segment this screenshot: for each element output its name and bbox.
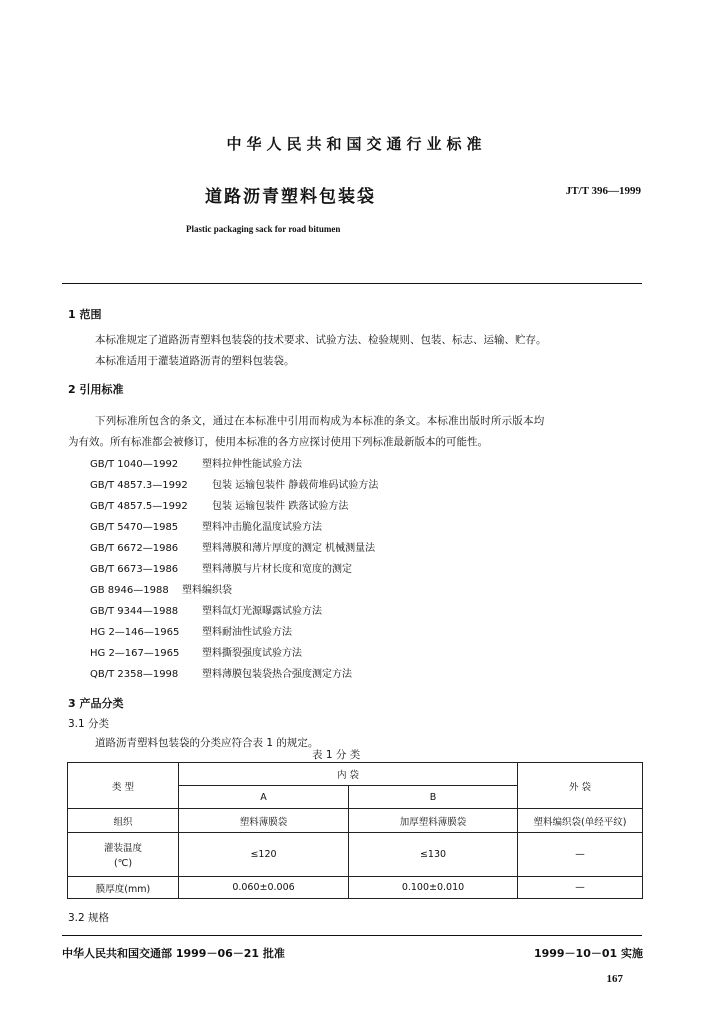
page-number: 167 (606, 973, 623, 985)
reference-code: GB/T 9344—1988 (90, 606, 179, 617)
reference-name: 包装 运输包装件 静载荷堆码试验方法 (212, 480, 379, 491)
section-1-heading: 1 范围 (68, 308, 102, 321)
cell-temperature-b: ≤130 (349, 833, 518, 877)
cell-thickness-outer: — (518, 877, 643, 899)
reference-code: GB 8946—1988 (90, 585, 169, 596)
reference-name: 塑料薄膜和薄片厚度的测定 机械测量法 (202, 543, 376, 554)
standard-title: 道路沥青塑料包装袋 (205, 187, 376, 207)
footer-divider (62, 935, 642, 936)
row-temperature-label (68, 833, 179, 877)
cell-thickness-b: 0.100±0.010 (349, 877, 518, 899)
reference-name: 塑料薄膜与片材长度和宽度的测定 (202, 564, 352, 575)
header-a: A (179, 786, 349, 809)
section-3-1-heading: 3.1 分类 (68, 718, 110, 730)
cell-temperature-outer: — (518, 833, 643, 877)
reference-code: QB/T 2358—1998 (90, 669, 179, 680)
reference-item (90, 623, 292, 638)
issuing-organization: 中华人民共和国交通行业标准 (226, 135, 487, 153)
section-2-intro-line-2: 为有效。所有标准都会被修订，使用本标准的各方应探讨使用下列标准最新版本的可能性。 (68, 436, 488, 448)
reference-name: 塑料拉伸性能试验方法 (202, 459, 302, 470)
section-3-1-text: 道路沥青塑料包装袋的分类应符合表 1 的规定。 (95, 737, 319, 749)
reference-item (90, 602, 322, 617)
reference-code: GB/T 5470—1985 (90, 522, 179, 533)
reference-code: GB/T 1040—1992 (90, 459, 179, 470)
reference-item (90, 539, 375, 554)
header-type: 类 型 (68, 763, 179, 809)
reference-code: GB/T 4857.3—1992 (90, 480, 188, 491)
reference-item (90, 497, 348, 512)
reference-item (90, 560, 352, 575)
row-temperature-label-line-2: (℃) (113, 858, 133, 869)
reference-item (90, 455, 302, 470)
row-thickness-label: 膜厚度(mm) (68, 877, 179, 899)
reference-item (90, 581, 232, 596)
reference-name: 塑料耐油性试验方法 (202, 627, 292, 638)
reference-code: HG 2—167—1965 (90, 648, 180, 659)
approval-line: 中华人民共和国交通部 1999－06－21 批准 (62, 947, 285, 960)
header-outer-bag: 外 袋 (518, 763, 643, 809)
implementation-date: 1999－10－01 实施 (533, 947, 643, 960)
header-b: B (349, 786, 518, 809)
reference-item (90, 518, 322, 533)
reference-code: GB/T 6672—1986 (90, 543, 179, 554)
row-composition-label: 组织 (68, 809, 179, 833)
reference-item (90, 665, 352, 680)
cell-thickness-a: 0.060±0.006 (179, 877, 349, 899)
reference-name: 塑料撕裂强度试验方法 (202, 648, 302, 659)
reference-name: 塑料编织袋 (182, 585, 232, 596)
english-title: Plastic packaging sack for road bitumen (186, 224, 341, 234)
cell-composition-outer: 塑料编织袋(单经平纹) (518, 809, 643, 833)
reference-name: 塑料氙灯光源曝露试验方法 (202, 606, 322, 617)
header-inner-bag: 内 袋 (179, 763, 518, 786)
table-caption: 表 1 分 类 (312, 749, 361, 761)
row-temperature-label-line-1: 灌装温度 (103, 843, 142, 854)
reference-code: HG 2—146—1965 (90, 627, 180, 638)
cell-temperature-a: ≤120 (179, 833, 349, 877)
section-3-heading: 3 产品分类 (68, 697, 124, 710)
section-1-paragraph-1: 本标准规定了道路沥青塑料包装袋的技术要求、试验方法、检验规则、包装、标志、运输、贮存。 (95, 334, 547, 346)
reference-item (90, 644, 302, 659)
standard-code: JT/T 396—1999 (565, 185, 641, 197)
reference-name: 包装 运输包装件 跌落试验方法 (212, 501, 349, 512)
reference-code: GB/T 6673—1986 (90, 564, 179, 575)
cell-composition-b: 加厚塑料薄膜袋 (349, 809, 518, 833)
reference-name: 塑料薄膜包装袋热合强度测定方法 (202, 669, 352, 680)
section-2-intro-line-1: 下列标准所包含的条文，通过在本标准中引用而构成为本标准的条文。本标准出版时所示版本均 (95, 415, 545, 427)
reference-name: 塑料冲击脆化温度试验方法 (202, 522, 322, 533)
classification-table (67, 762, 643, 899)
section-2-heading: 2 引用标准 (68, 383, 124, 396)
section-3-2-heading: 3.2 规格 (68, 912, 110, 924)
reference-code: GB/T 4857.5—1992 (90, 501, 188, 512)
header-divider (62, 283, 642, 284)
reference-item (90, 476, 378, 491)
section-1-paragraph-2: 本标准适用于灌装道路沥青的塑料包装袋。 (95, 355, 295, 367)
cell-composition-a: 塑料薄膜袋 (179, 809, 349, 833)
